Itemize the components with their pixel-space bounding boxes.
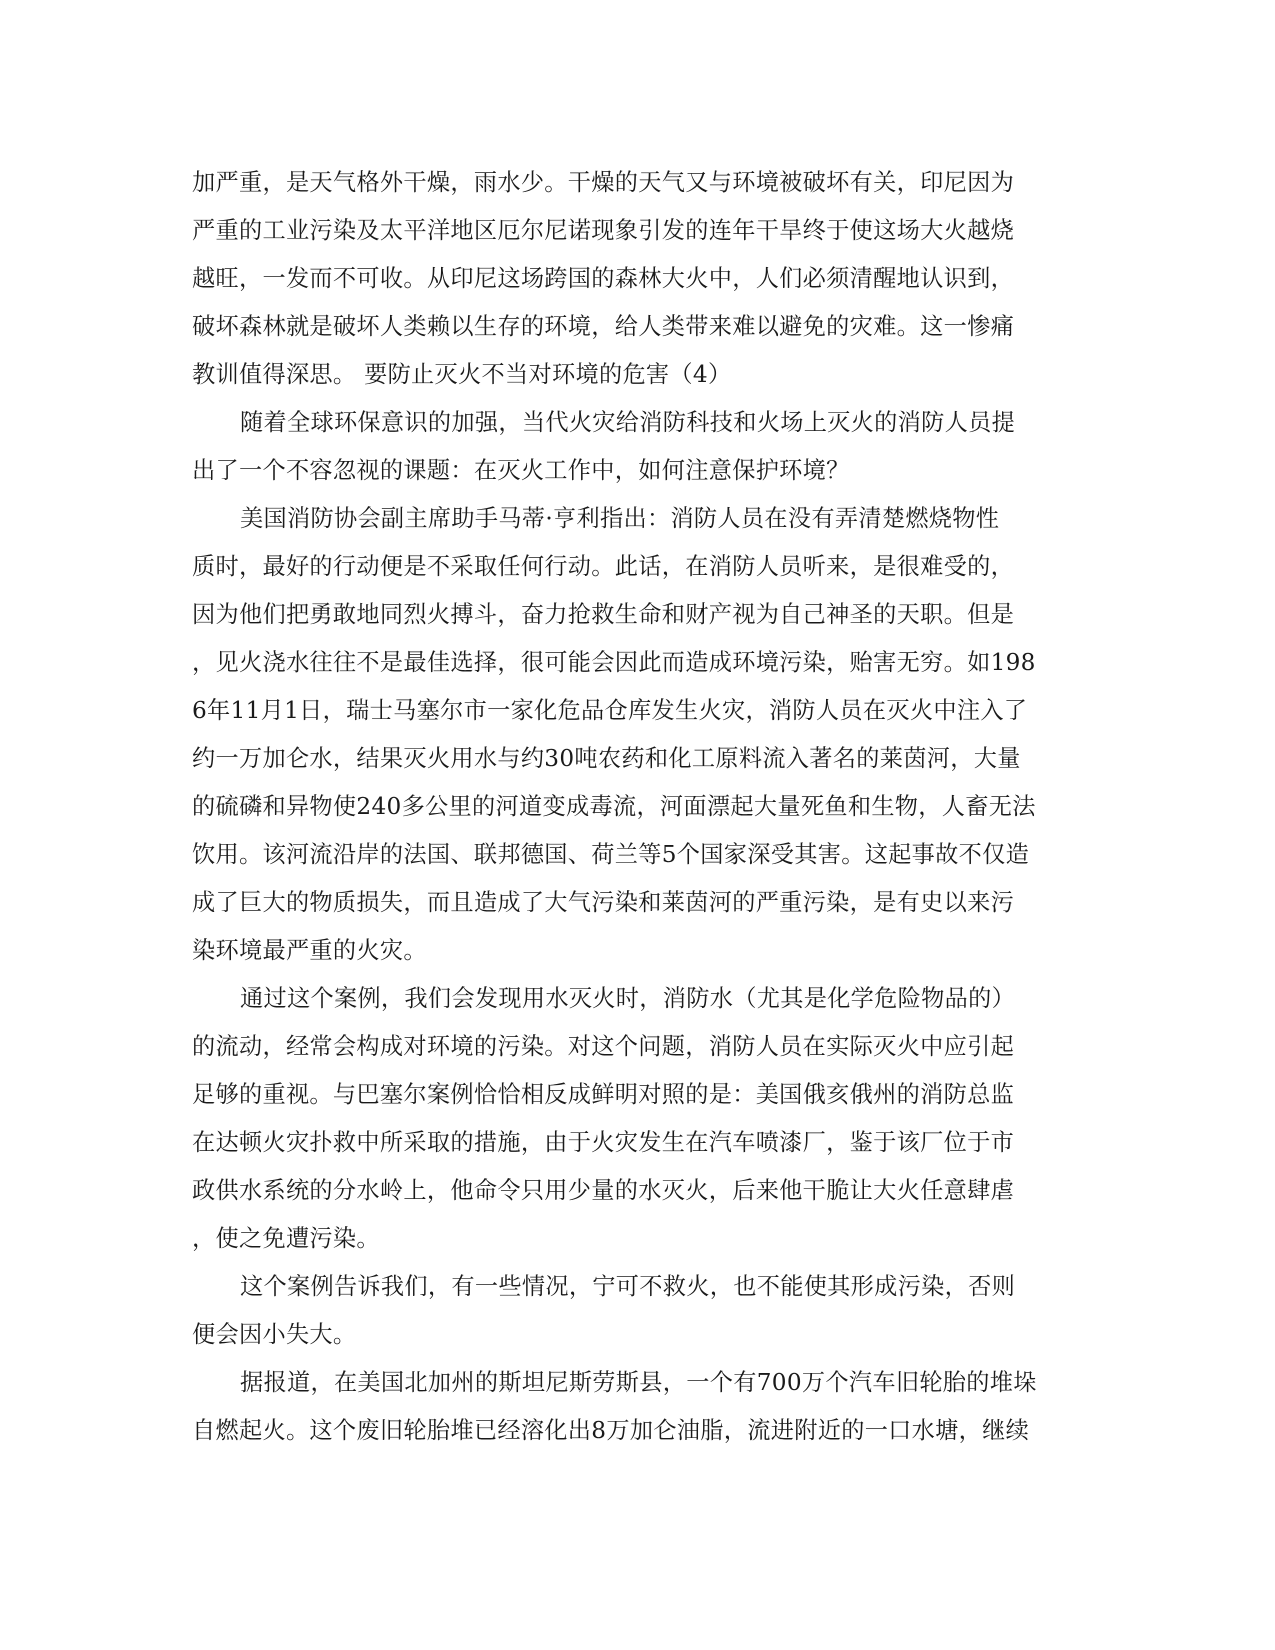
text-line: 成了巨大的物质损失，而且造成了大气污染和莱茵河的严重污染，是有史以来污 <box>192 889 1015 916</box>
text-line: 破坏森林就是破坏人类赖以生存的环境，给人类带来难以避免的灾难。这一惨痛 <box>192 313 1015 340</box>
text-line: 约一万加仑水，结果灭火用水与约30吨农药和化工原料流入著名的莱茵河，大量 <box>192 745 1021 772</box>
text-line: 严重的工业污染及太平洋地区厄尔尼诺现象引发的连年干旱终于使这场大火越烧 <box>192 217 1015 244</box>
text-line: 质时，最好的行动便是不采取任何行动。此话，在消防人员听来，是很难受的， <box>192 553 1015 580</box>
text-line: 染环境最严重的火灾。 <box>192 937 427 964</box>
text-line: 6年11月1日，瑞士马塞尔市一家化危品仓库发生火灾，消防人员在灭火中注入了 <box>192 697 1028 724</box>
text-line: 的硫磷和异物使240多公里的河道变成毒流，河面漂起大量死鱼和生物，人畜无法 <box>192 793 1036 820</box>
text-line: 便会因小失大。 <box>192 1321 357 1348</box>
text-line: ，使之免遭污染。 <box>192 1225 380 1252</box>
paragraph-start-line: 美国消防协会副主席助手马蒂·亨利指出：消防人员在没有弄清楚燃烧物性 <box>240 505 1000 532</box>
text-line: 饮用。该河流沿岸的法国、联邦德国、荷兰等5个国家深受其害。这起事故不仅造 <box>192 841 1030 868</box>
text-line: 的流动，经常会构成对环境的污染。对这个问题，消防人员在实际灭火中应引起 <box>192 1033 1015 1060</box>
text-line: 教训值得深思。 要防止灭火不当对环境的危害（4） <box>192 361 732 388</box>
text-line: 政供水系统的分水岭上，他命令只用少量的水灭火，后来他干脆让大火任意肆虐 <box>192 1177 1015 1204</box>
paragraph-start-line: 通过这个案例，我们会发现用水灭火时，消防水（尤其是化学危险物品的） <box>240 985 1016 1012</box>
text-line: 越旺，一发而不可收。从印尼这场跨国的森林大火中，人们必须清醒地认识到， <box>192 265 1015 292</box>
paragraph-start-line: 据报道，在美国北加州的斯坦尼斯劳斯县，一个有700万个汽车旧轮胎的堆垛 <box>240 1369 1037 1396</box>
text-line: 加严重，是天气格外干燥，雨水少。干燥的天气又与环境被破坏有关，印尼因为 <box>192 169 1015 196</box>
paragraph-start-line: 随着全球环保意识的加强，当代火灾给消防科技和火场上灭火的消防人员提 <box>240 409 1016 436</box>
text-line: 自燃起火。这个废旧轮胎堆已经溶化出8万加仑油脂，流进附近的一口水塘，继续 <box>192 1417 1030 1444</box>
text-line: 出了一个不容忽视的课题：在灭火工作中，如何注意保护环境？ <box>192 457 850 484</box>
text-line: ，见火浇水往往不是最佳选择，很可能会因此而造成环境污染，贻害无穷。如198 <box>192 649 1036 676</box>
paragraph-start-line: 这个案例告诉我们，有一些情况，宁可不救火，也不能使其形成污染，否则 <box>240 1273 1016 1300</box>
document-body <box>192 159 1082 1455</box>
text-line: 在达顿火灾扑救中所采取的措施，由于火灾发生在汽车喷漆厂，鉴于该厂位于市 <box>192 1129 1015 1156</box>
text-line: 足够的重视。与巴塞尔案例恰恰相反成鲜明对照的是：美国俄亥俄州的消防总监 <box>192 1081 1015 1108</box>
text-line: 因为他们把勇敢地同烈火搏斗，奋力抢救生命和财产视为自己神圣的天职。但是 <box>192 601 1015 628</box>
